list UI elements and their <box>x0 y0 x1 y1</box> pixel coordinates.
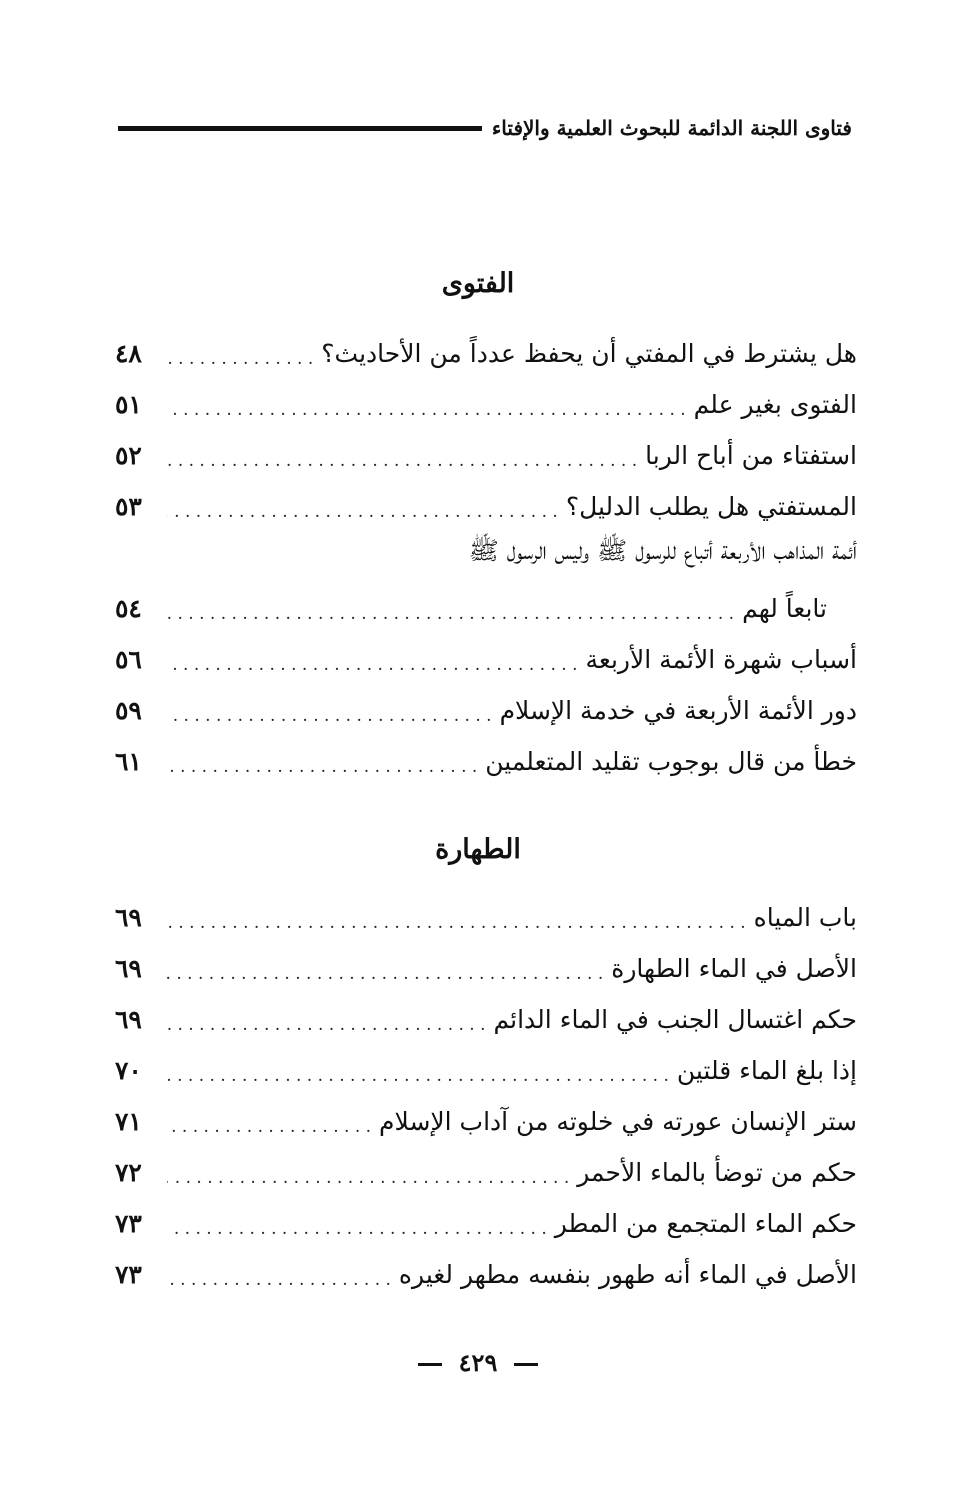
toc-entry-page: ٥٦ <box>115 645 142 674</box>
toc-entry-page: ٧١ <box>115 1107 142 1136</box>
folio-dash-right <box>514 1363 538 1366</box>
toc-entry <box>115 890 857 941</box>
toc-entry-page: ٧٠ <box>115 1056 142 1085</box>
running-header <box>118 108 852 148</box>
toc-entry-title: حكم الماء المتجمع من المطر <box>554 1209 857 1238</box>
leader-dots <box>167 1221 547 1238</box>
toc-entry <box>115 734 857 785</box>
toc-entry-page: ٧٣ <box>115 1260 142 1289</box>
toc-entry-title: هل يشترط في المفتي أن يحفظ عدداً من الأحاديث؟ <box>321 339 857 368</box>
leader-dots <box>167 606 734 623</box>
toc-entry-title: باب المياه <box>753 903 857 932</box>
toc-entry-title: حكم من توضأ بالماء الأحمر <box>577 1158 857 1187</box>
toc-entry <box>115 377 857 428</box>
leader-dots <box>167 1272 391 1289</box>
toc-entry-page: ٥٢ <box>115 441 142 470</box>
toc-entry-page: ٤٨ <box>115 339 142 368</box>
toc-entry-page: ٥٩ <box>115 696 142 725</box>
leader-dots <box>167 453 637 470</box>
toc-entry-title: استفتاء من أباح الربا <box>645 441 857 470</box>
toc-entry-title: خطأ من قال بوجوب تقليد المتعلمين <box>485 747 857 776</box>
toc-entry-title: إذا بلغ الماء قلتين <box>676 1056 857 1085</box>
page-number-footer <box>0 1348 956 1377</box>
toc-entry <box>115 1094 857 1145</box>
toc-entry <box>115 428 857 479</box>
section-title-fatwa: الفتوى <box>441 268 515 299</box>
leader-dots <box>167 1017 486 1034</box>
toc-entry-title: المستفتي هل يطلب الدليل؟ <box>565 492 857 521</box>
toc-entry-title: أسباب شهرة الأئمة الأربعة <box>585 645 857 674</box>
leader-dots <box>167 915 746 932</box>
page-number: ٤٢٩ <box>458 1348 498 1377</box>
folio-dash-left <box>418 1363 442 1366</box>
toc-entry-page: ٦٩ <box>115 903 142 932</box>
leader-dots <box>167 351 313 368</box>
section-title-taharah: الطهارة <box>435 834 521 865</box>
toc-entry <box>115 992 857 1043</box>
toc-entry <box>115 1145 857 1196</box>
leader-dots <box>167 1068 669 1085</box>
toc-entry-title: الأصل في الماء أنه طهور بنفسه مطهر لغيره <box>398 1260 857 1289</box>
toc-entry-page: ٦٩ <box>115 954 142 983</box>
leader-dots <box>167 657 577 674</box>
toc-entry-page: ٦١ <box>115 747 142 776</box>
toc-entry <box>115 683 857 734</box>
toc-entry <box>115 326 857 377</box>
toc-entry-title: تابعاً لهم <box>742 594 827 623</box>
toc-entry <box>115 941 857 992</box>
running-title: فتاوى اللجنة الدائمة للبحوث العلمية والإفتاء <box>491 116 852 140</box>
leader-dots <box>167 1119 371 1136</box>
leader-dots <box>167 759 477 776</box>
header-rule <box>118 126 482 131</box>
toc-entry-page: ٧٣ <box>115 1209 142 1238</box>
toc-entry-title: ستر الإنسان عورته في خلوته من آداب الإسلام <box>379 1107 857 1136</box>
toc-entry <box>115 1247 857 1298</box>
toc-entry-page: ٥١ <box>115 390 142 419</box>
toc-entry-title: الفتوى بغير علم <box>693 390 857 419</box>
toc-list-fatwa <box>115 326 857 785</box>
toc-list-taharah <box>115 890 857 1298</box>
leader-dots <box>167 966 603 983</box>
toc-entry-title: دور الأئمة الأربعة في خدمة الإسلام <box>499 696 857 725</box>
leader-dots <box>167 1170 569 1187</box>
toc-entry-title: حكم اغتسال الجنب في الماء الدائم <box>493 1005 857 1034</box>
toc-entry <box>115 530 857 581</box>
toc-entry-title: أئمة المذاهب الأربعة أتباع للرسول ﷺ وليس الرسول ﷺ <box>468 536 857 565</box>
leader-dots <box>167 504 558 521</box>
toc-entry-page: ٥٣ <box>115 492 142 521</box>
toc-entry <box>115 479 857 530</box>
toc-entry <box>115 1043 857 1094</box>
leader-dots <box>167 708 492 725</box>
toc-entry-title: الأصل في الماء الطهارة <box>611 954 857 983</box>
toc-entry <box>115 581 857 632</box>
toc-entry-page: ٧٢ <box>115 1158 142 1187</box>
toc-entry-page: ٦٩ <box>115 1005 142 1034</box>
toc-entry <box>115 632 857 683</box>
toc-entry <box>115 1196 857 1247</box>
toc-entry-page: ٥٤ <box>115 594 142 623</box>
leader-dots <box>167 402 686 419</box>
